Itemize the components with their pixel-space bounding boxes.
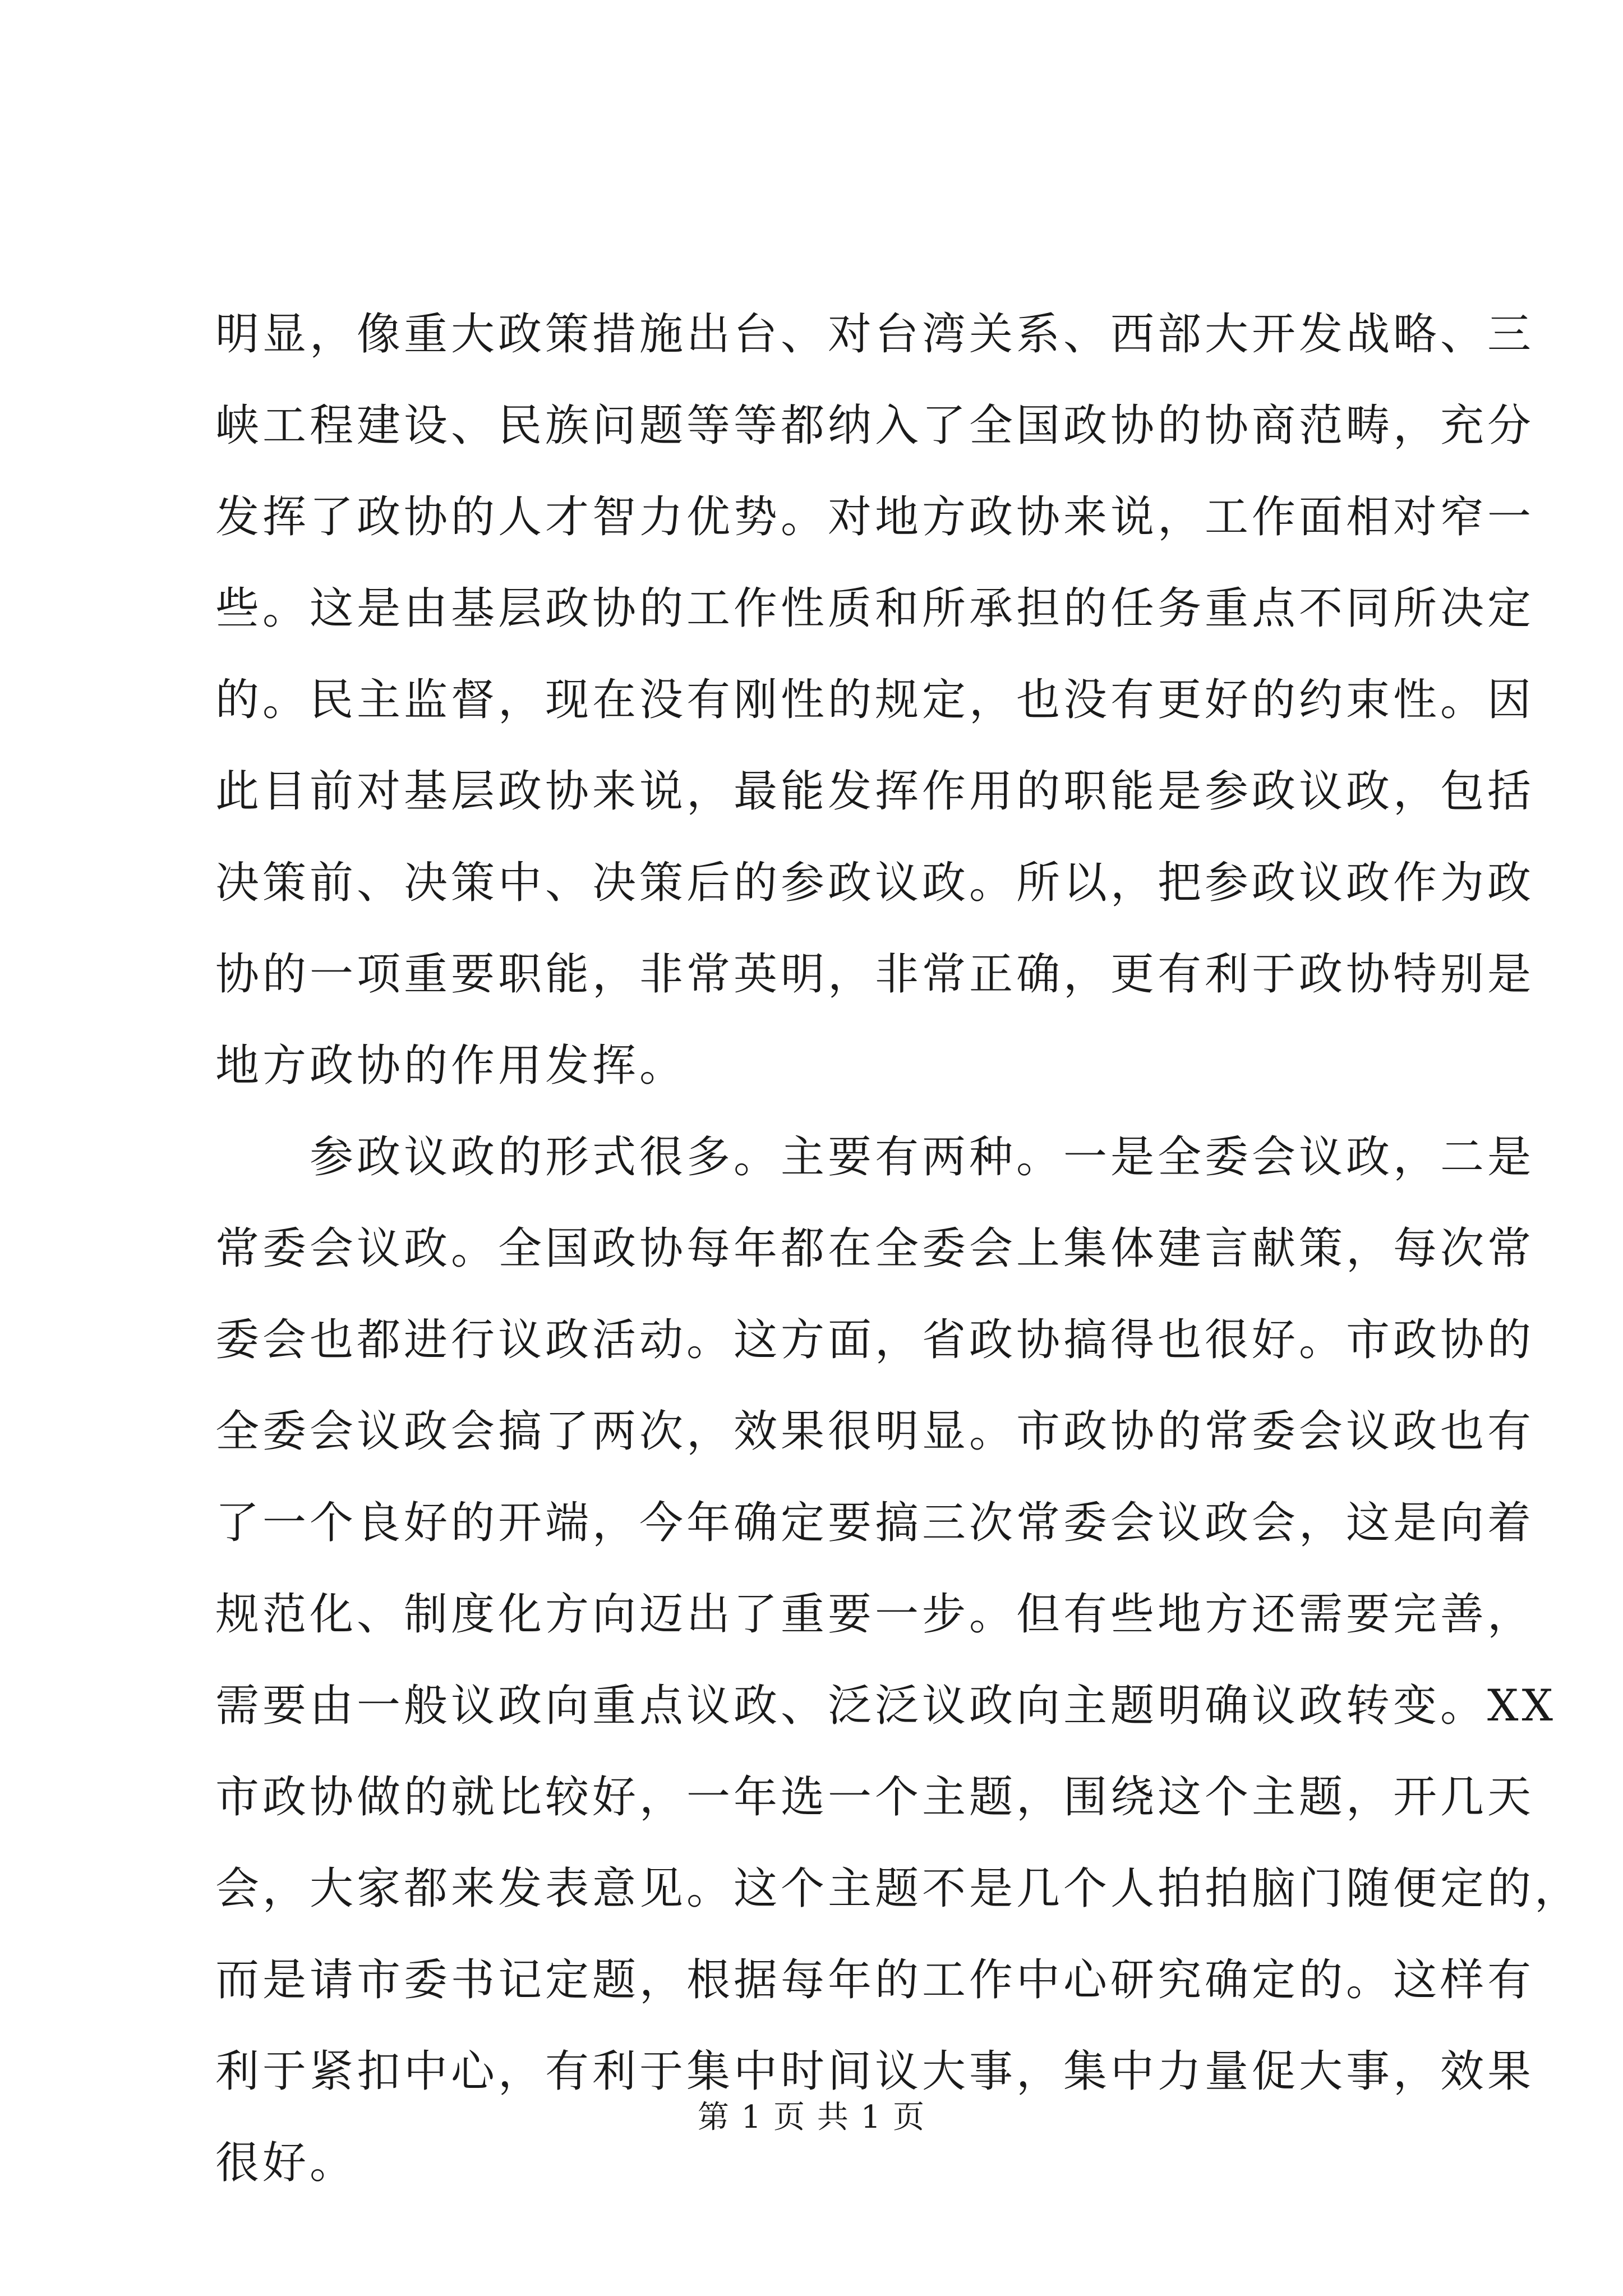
text-line-14: 了一个良好的开端，今年确定要搞三次常委会议政会，这是向着 xyxy=(215,1498,1535,1548)
text-line-12: 委会也都进行议政活动。这方面，省政协搞得也很好。市政协的 xyxy=(215,1315,1535,1365)
page-footer: 第 1 页 共 1 页 xyxy=(697,2099,926,2136)
text-line-6: 此目前对基层政协来说，最能发挥作用的职能是参政议政，包括 xyxy=(215,766,1535,817)
text-line-17: 市政协做的就比较好，一年选一个主题，围绕这个主题，开几天 xyxy=(215,1772,1535,1823)
text-line-16: 需要由一般议政向重点议政、泛泛议政向主题明确议政转变。XX xyxy=(215,1681,1557,1731)
text-line-2: 峡工程建设、民族问题等等都纳入了全国政协的协商范畴，充分 xyxy=(215,401,1535,451)
text-line-5: 的。民主监督，现在没有刚性的规定，也没有更好的约束性。因 xyxy=(215,675,1535,725)
text-line-8: 协的一项重要职能，非常英明，非常正确，更有利于政协特别是 xyxy=(215,949,1535,1000)
text-line-11: 常委会议政。全国政协每年都在全委会上集体建言献策，每次常 xyxy=(215,1223,1535,1274)
text-line-13: 全委会议政会搞了两次，效果很明显。市政协的常委会议政也有 xyxy=(215,1406,1535,1457)
text-line-10: 参政议政的形式很多。主要有两种。一是全委会议政，二是 xyxy=(215,1132,1535,1182)
text-line-18: 会，大家都来发表意见。这个主题不是几个人拍拍脑门随便定的， xyxy=(215,1864,1582,1914)
text-line-15: 规范化、制度化方向迈出了重要一步。但有些地方还需要完善， xyxy=(215,1589,1535,1640)
text-line-4: 些。这是由基层政协的工作性质和所承担的任务重点不同所决定 xyxy=(215,583,1535,634)
text-line-1: 明显，像重大政策措施出台、对台湾关系、西部大开发战略、三 xyxy=(215,309,1535,360)
text-line-21: 很好。 xyxy=(215,2138,357,2188)
text-line-19: 而是请市委书记定题，根据每年的工作中心研究确定的。这样有 xyxy=(215,1955,1535,2005)
text-line-9: 地方政协的作用发挥。 xyxy=(215,1041,687,1091)
text-line-20: 利于紧扣中心，有利于集中时间议大事，集中力量促大事，效果 xyxy=(215,2046,1535,2097)
text-line-7: 决策前、决策中、决策后的参政议政。所以，把参政议政作为政 xyxy=(215,858,1535,908)
text-line-3: 发挥了政协的人才智力优势。对地方政协来说，工作面相对窄一 xyxy=(215,492,1535,542)
body-text xyxy=(215,289,1582,2209)
